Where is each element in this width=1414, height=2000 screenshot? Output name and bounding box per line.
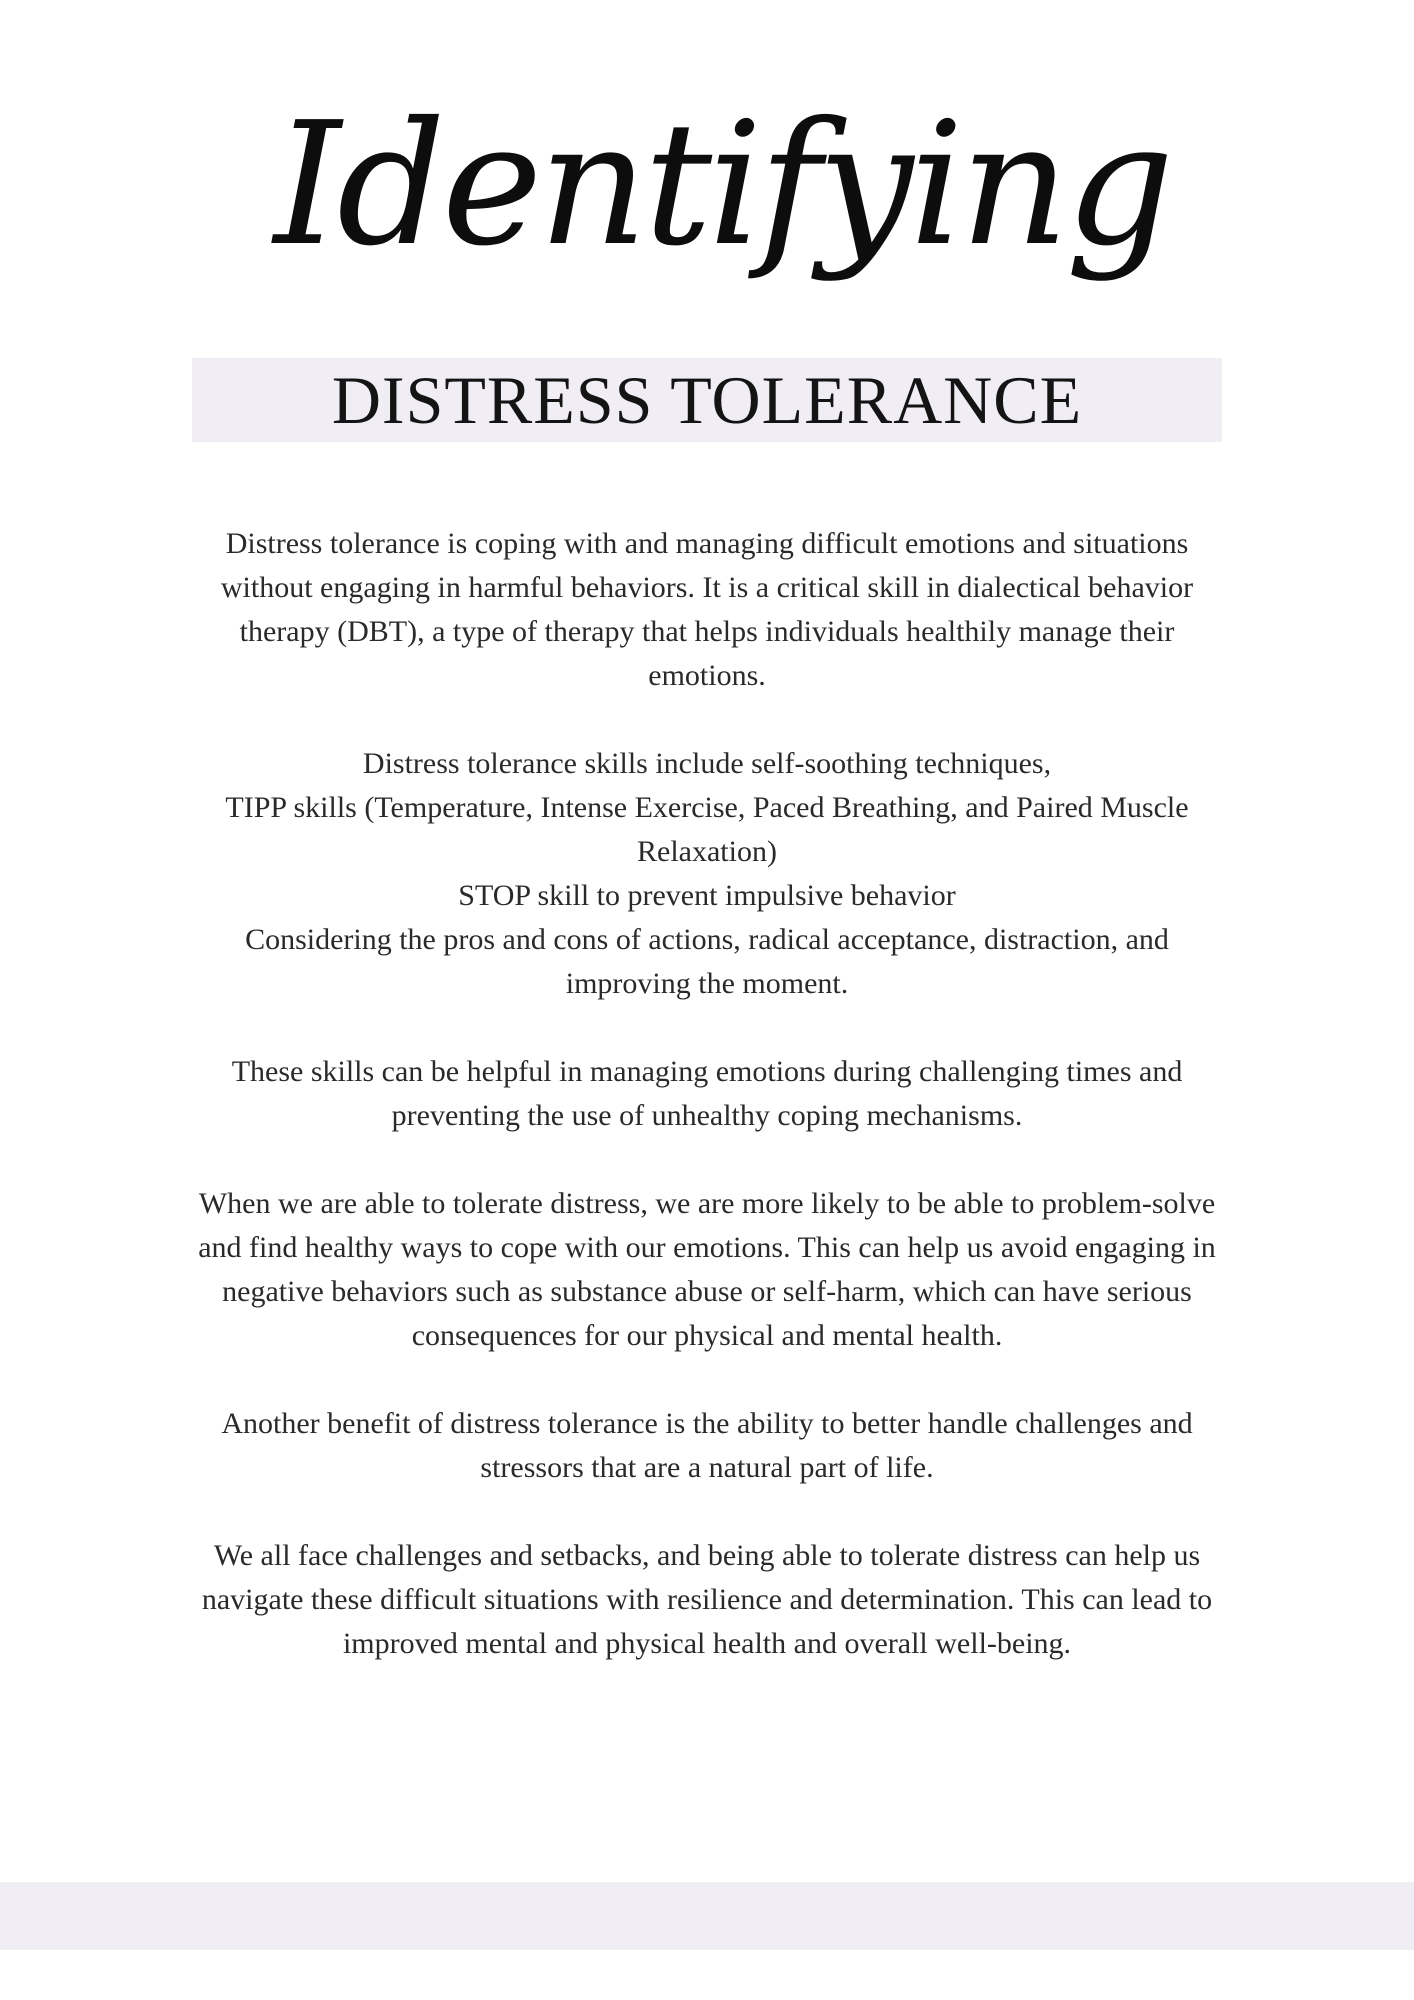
text-line: stressors that are a natural part of life. — [480, 1451, 934, 1484]
footer-band — [0, 1882, 1414, 1950]
subtitle-banner: DISTRESS TOLERANCE — [192, 358, 1222, 442]
text-line: negative behaviors such as substance abuse or self-harm, which can have serious — [222, 1275, 1192, 1308]
text-line: These skills can be helpful in managing emotions during challenging times and — [231, 1055, 1183, 1088]
body-text — [140, 522, 1274, 1710]
text-line: TIPP skills (Temperature, Intense Exercise, Paced Breathing, and Paired Muscle — [225, 791, 1189, 824]
page-title-script: Identifying — [273, 86, 1171, 284]
text-line: Relaxation) — [637, 835, 777, 868]
paragraph-problem-solving — [140, 1182, 1274, 1358]
text-line: When we are able to tolerate distress, we are more likely to be able to problem-solve — [198, 1187, 1216, 1220]
text-line: without engaging in harmful behaviors. It is a critical skill in dialectical behavior — [220, 571, 1194, 604]
text-line: preventing the use of unhealthy coping mechanisms. — [391, 1099, 1023, 1132]
text-line: Another benefit of distress tolerance is the ability to better handle challenges and — [221, 1407, 1193, 1440]
text-line: navigate these difficult situations with resilience and determination. This can lead to — [201, 1583, 1213, 1616]
text-line: and find healthy ways to cope with our emotions. This can help us avoid engaging in — [198, 1231, 1216, 1264]
text-line: Distress tolerance is coping with and managing difficult emotions and situations — [225, 527, 1189, 560]
paragraph-helpfulness — [140, 1050, 1274, 1138]
text-line: We all face challenges and setbacks, and being able to tolerate distress can help us — [213, 1539, 1201, 1572]
text-line: therapy (DBT), a type of therapy that helps individuals healthily manage their — [239, 615, 1175, 648]
text-line: emotions. — [648, 659, 766, 692]
text-line: consequences for our physical and mental health. — [411, 1319, 1003, 1352]
paragraph-resilience — [140, 1534, 1274, 1666]
paragraph-definition — [140, 522, 1274, 698]
text-line: STOP skill to prevent impulsive behavior — [458, 879, 956, 912]
text-line: improved mental and physical health and overall well-being. — [342, 1627, 1072, 1660]
paragraph-skills — [140, 742, 1274, 1006]
paragraph-benefit — [140, 1402, 1274, 1490]
text-line: Considering the pros and cons of actions, radical acceptance, distraction, and — [245, 923, 1169, 956]
text-line: Distress tolerance skills include self-soothing techniques, — [362, 747, 1052, 780]
text-line: improving the moment. — [565, 967, 849, 1000]
